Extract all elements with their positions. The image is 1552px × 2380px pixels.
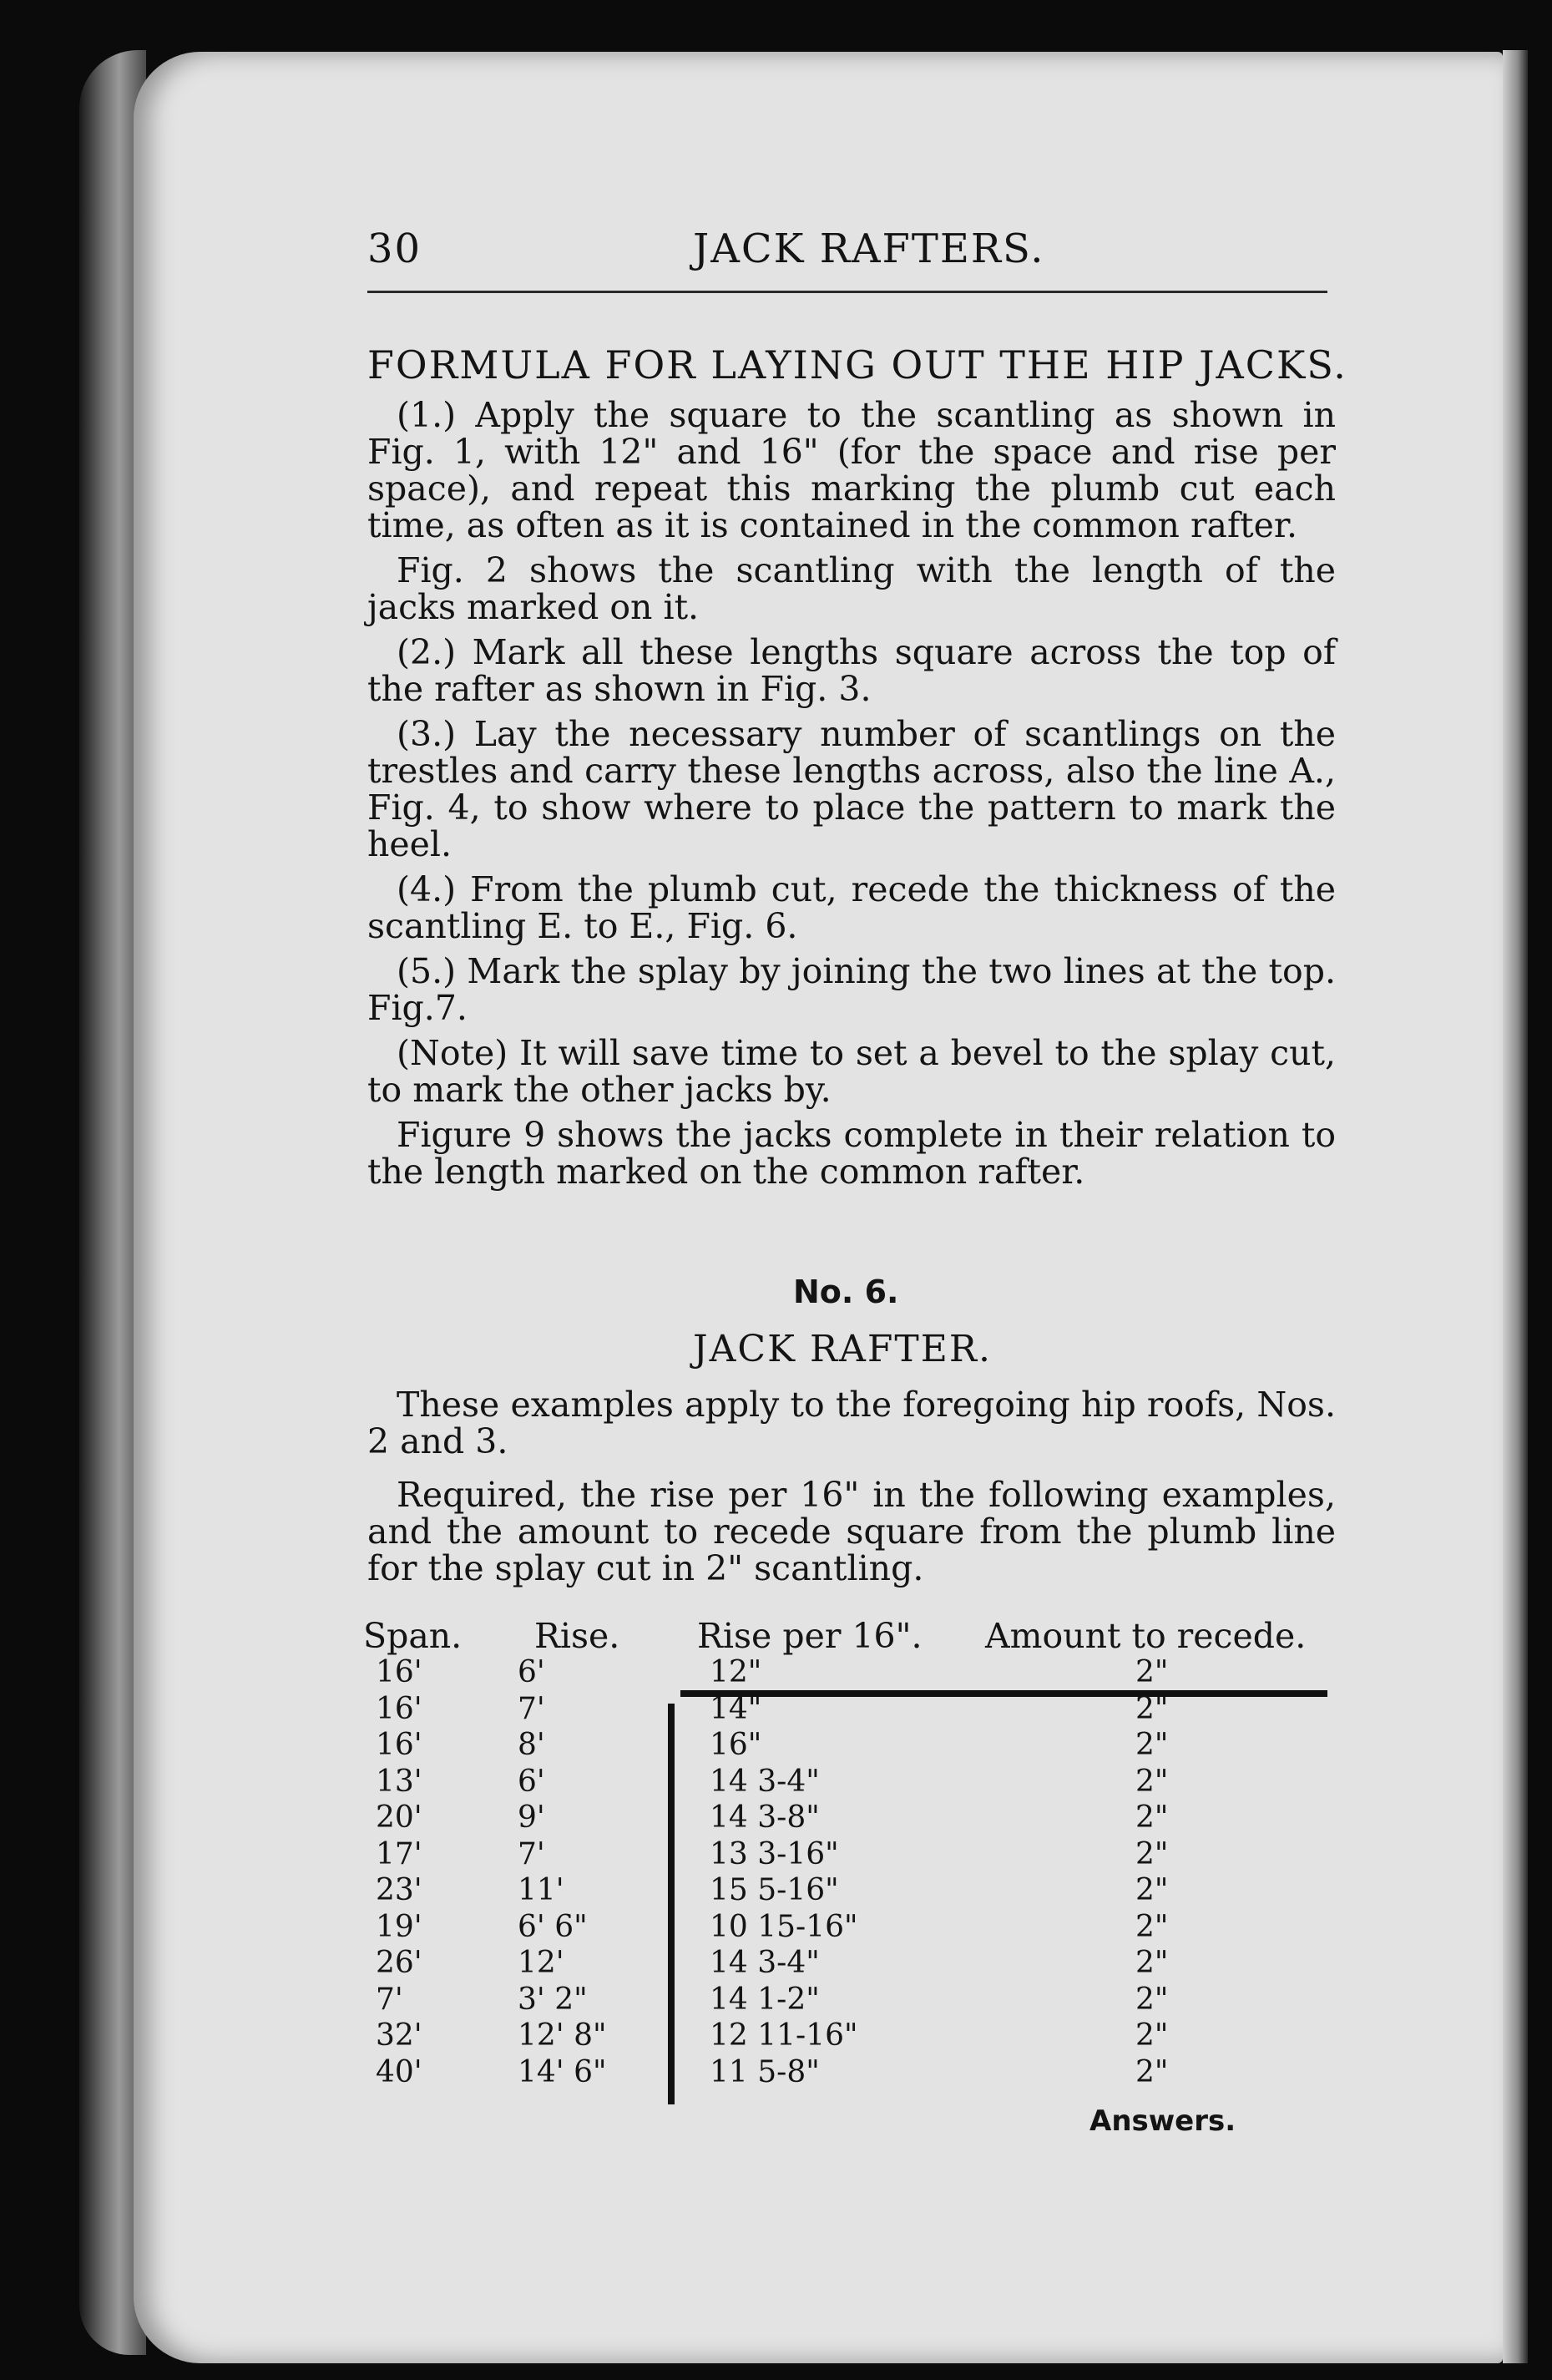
cell-amount: 2": [1135, 1764, 1169, 1799]
table-row: [367, 1982, 1336, 2019]
table-row: [367, 2018, 1336, 2055]
cell-rise-per-16: 12 11-16": [710, 2018, 858, 2053]
running-title: JACK RAFTERS.: [693, 225, 1045, 272]
paragraph: (2.) Mark all these lengths square across the top of the rafter as shown in Fig. 3.: [367, 632, 1336, 709]
cell-rise: 12': [518, 1946, 564, 1980]
paragraph: (1.) Apply the square to the scantling as shown in Fig. 1, with 12" and 16" (for the space and rise per space), and repeat this marking the plumb cut each time, as often as it is contained in the common rafter.: [367, 395, 1336, 545]
cell-amount: 2": [1135, 1946, 1169, 1980]
cell-rise-per-16: 14": [710, 1691, 762, 1726]
table-row: [367, 1910, 1336, 1947]
cell-rise: 12' 8": [518, 2018, 607, 2053]
cell-rise: 7': [518, 1836, 545, 1871]
page-edge: [1503, 50, 1528, 2363]
page-number: 30: [367, 225, 422, 272]
table-row: [367, 1728, 1336, 1765]
cell-span: 17': [376, 1836, 422, 1871]
cell-rise: 8': [518, 1728, 545, 1762]
cell-span: 16': [376, 1691, 422, 1726]
cell-amount: 2": [1135, 2054, 1169, 2089]
cell-rise: 3' 2": [518, 1982, 588, 2017]
cell-amount: 2": [1135, 2018, 1169, 2053]
table-row: [367, 1655, 1336, 1692]
paragraph: Required, the rise per 16" in the following examples, and the amount to recede square from the plumb line for the splay cut in 2" scantling.: [367, 1475, 1336, 1588]
cell-amount: 2": [1135, 1691, 1169, 1726]
cell-rise-per-16: 14 3-4": [710, 1764, 820, 1799]
cell-rise-per-16: 16": [710, 1728, 762, 1762]
cell-span: 13': [376, 1764, 422, 1799]
cell-amount: 2": [1135, 1873, 1169, 1907]
cell-rise: 6': [518, 1655, 545, 1689]
cell-rise-per-16: 11 5-8": [710, 2054, 820, 2089]
cell-span: 40': [376, 2054, 422, 2089]
table-row: [367, 1946, 1336, 1982]
cell-rise-per-16: 14 1-2": [710, 1982, 820, 2017]
table-row: [367, 1837, 1336, 1874]
cell-rise: 9': [518, 1800, 545, 1835]
table-row: [367, 1873, 1336, 1910]
table-row: [367, 1692, 1336, 1729]
cell-span: 20': [376, 1800, 422, 1835]
page-header: [367, 225, 1352, 284]
cell-rise: 6': [518, 1764, 545, 1799]
cell-span: 16': [376, 1728, 422, 1762]
paragraph: Figure 9 shows the jacks complete in their relation to the length marked on the common rafter.: [367, 1115, 1336, 1192]
table-row: [367, 1765, 1336, 1801]
cell-amount: 2": [1135, 1728, 1169, 1762]
header-rule: [367, 291, 1327, 293]
cell-rise-per-16: 12": [710, 1655, 762, 1689]
formula-text: [367, 397, 1336, 1198]
cell-rise-per-16: 13 3-16": [710, 1836, 839, 1871]
cell-amount: 2": [1135, 1800, 1169, 1835]
example-number: No. 6.: [793, 1274, 899, 1310]
cell-rise-per-16: 15 5-16": [710, 1873, 839, 1907]
cell-amount: 2": [1135, 1982, 1169, 2017]
cell-span: 23': [376, 1873, 422, 1907]
cell-span: 26': [376, 1946, 422, 1980]
cell-rise: 11': [518, 1873, 564, 1907]
examples-table: [367, 1655, 1336, 2091]
section-title: FORMULA FOR LAYING OUT THE HIP JACKS.: [367, 342, 1347, 387]
example-text: [367, 1386, 1336, 1603]
paragraph: Fig. 2 shows the scantling with the length of the jacks marked on it.: [367, 550, 1336, 627]
table-row: [367, 1800, 1336, 1837]
cell-rise: 7': [518, 1691, 545, 1726]
cell-rise-per-16: 14 3-4": [710, 1946, 820, 1980]
paragraph: (3.) Lay the necessary number of scantlings on the trestles and carry these lengths across, also the line A., Fig. 4, to show where to place the pattern to mark the heel.: [367, 714, 1336, 864]
paragraph: These examples apply to the foregoing hip roofs, Nos. 2 and 3.: [367, 1385, 1336, 1461]
column-header-span: Span.: [363, 1616, 463, 1656]
paragraph: (4.) From the plumb cut, recede the thickness of the scantling E. to E., Fig. 6.: [367, 869, 1336, 946]
column-header-rise-per-16: Rise per 16".: [697, 1616, 923, 1656]
column-header-rise: Rise.: [534, 1616, 620, 1656]
cell-amount: 2": [1135, 1836, 1169, 1871]
paragraph: (5.) Mark the splay by joining the two lines at the top. Fig.7.: [367, 951, 1336, 1028]
cell-span: 19': [376, 1909, 422, 1944]
cell-rise-per-16: 14 3-8": [710, 1800, 820, 1835]
table-row: [367, 2055, 1336, 2092]
cell-span: 7': [376, 1982, 403, 2017]
cell-amount: 2": [1135, 1909, 1169, 1944]
cell-rise-per-16: 10 15-16": [710, 1909, 858, 1944]
cell-rise: 14' 6": [518, 2054, 607, 2089]
cell-rise: 6' 6": [518, 1909, 588, 1944]
cell-span: 32': [376, 2018, 422, 2053]
paragraph: (Note) It will save time to set a bevel to the splay cut, to mark the other jacks by.: [367, 1033, 1336, 1110]
column-header-amount: Amount to recede.: [985, 1616, 1307, 1656]
cell-amount: 2": [1135, 1655, 1169, 1689]
answers-label: Answers.: [1089, 2104, 1236, 2138]
example-title: JACK RAFTER.: [693, 1328, 992, 1370]
cell-span: 16': [376, 1655, 422, 1689]
